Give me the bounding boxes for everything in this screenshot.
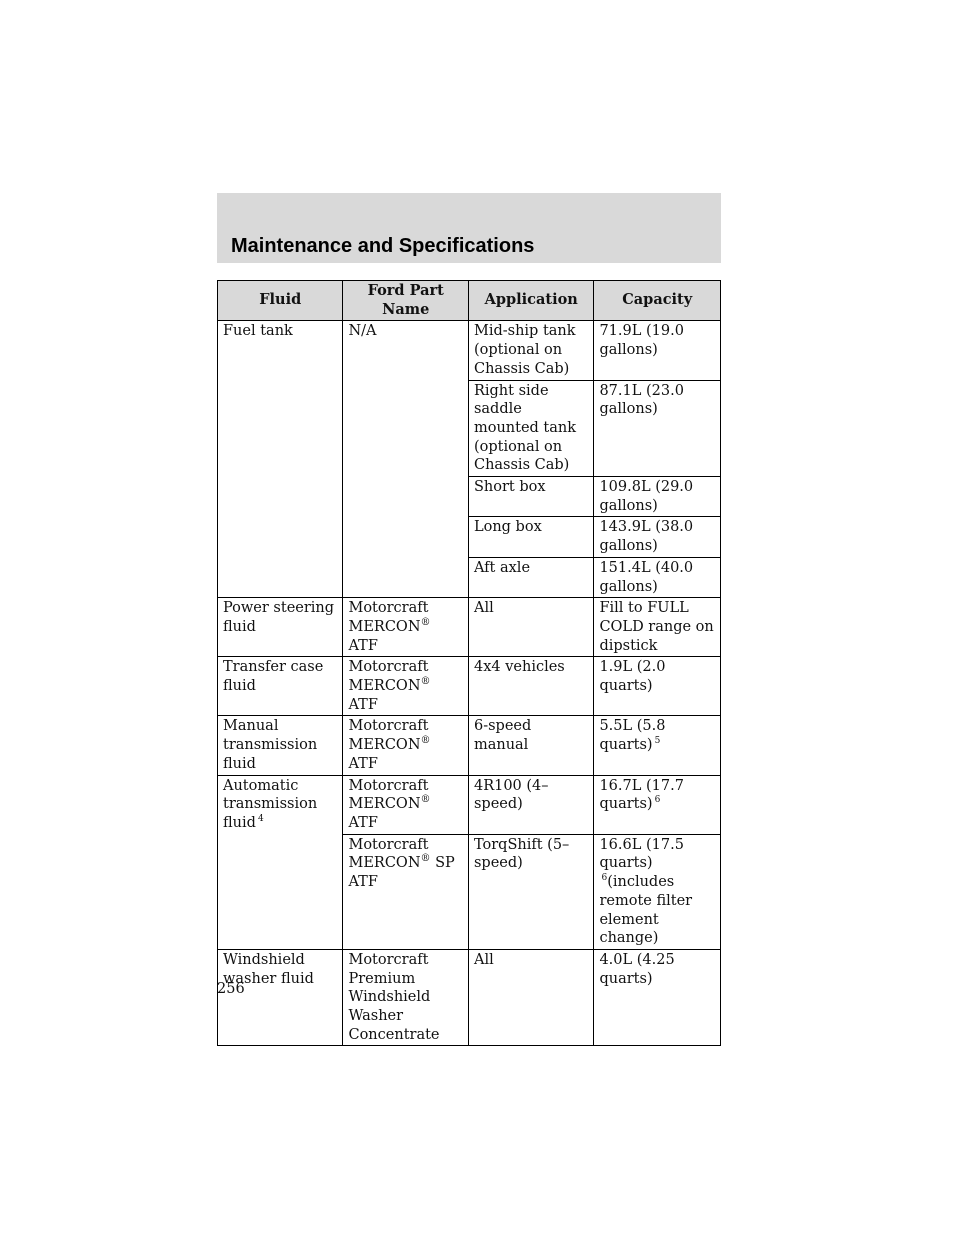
footnote-mark: 6 [601, 873, 608, 884]
capacity-cell [594, 775, 721, 834]
part-name-text: Motorcraft MERCON [348, 659, 429, 695]
registered-mark: ® [420, 853, 431, 865]
fluid-cell: Manual transmission fluid [218, 716, 343, 775]
capacity-cell: 1.9L (2.0 quarts) [594, 657, 721, 716]
part-name-cell [343, 775, 468, 834]
capacity-cell: 4.0L (4.25 quarts) [594, 949, 721, 1046]
part-name-text: Motorcraft MERCON [348, 777, 429, 813]
capacity-text: 16.6L (17.5 quarts) [599, 836, 684, 872]
application-cell: All [468, 949, 593, 1046]
table-row [218, 775, 721, 834]
fluid-text: Automatic transmission fluid [223, 777, 318, 831]
part-name-cell [343, 657, 468, 716]
section-header [217, 193, 721, 263]
capacity-cell: 87.1L (23.0 gallons) [594, 380, 721, 477]
capacity-cell: Fill to FULL COLD range on dipstick [594, 598, 721, 657]
part-name-text: Motorcraft MERCON [348, 600, 429, 635]
application-cell: Long box [468, 517, 593, 557]
page-number: 256 [217, 981, 245, 997]
fluid-cell: Fuel tank [218, 321, 343, 598]
part-name-cell [343, 834, 468, 949]
registered-mark: ® [420, 794, 431, 806]
capacity-text: 5.5L (5.8 quarts) [599, 718, 666, 754]
fluid-capacity-table [217, 280, 721, 1046]
footnote-mark: 4 [257, 814, 264, 825]
part-name-cell [343, 598, 468, 657]
part-name-text: Motorcraft MERCON [348, 718, 429, 754]
part-name-cell: N/A [343, 321, 468, 598]
application-cell: 4x4 vehicles [468, 657, 593, 716]
capacity-cell: 151.4L (40.0 gallons) [594, 557, 721, 597]
registered-mark: ® [420, 676, 431, 688]
part-name-suffix: ATF [348, 755, 378, 772]
registered-mark: ® [420, 617, 431, 629]
application-cell: Aft axle [468, 557, 593, 597]
page-title: Maintenance and Specifications [231, 235, 535, 257]
application-cell: 4R100 (4–speed) [468, 775, 593, 834]
application-cell: All [468, 598, 593, 657]
application-cell: Short box [468, 477, 593, 517]
fluid-cell: Power steering fluid [218, 598, 343, 657]
part-name-suffix: ATF [348, 637, 378, 654]
part-name-suffix: ATF [348, 696, 378, 713]
table-row [218, 716, 721, 775]
column-header-application: Application [468, 281, 593, 321]
column-header-capacity: Capacity [594, 281, 721, 321]
table-header-row [218, 281, 721, 321]
part-name-suffix: ATF [348, 814, 378, 831]
capacity-cell [594, 716, 721, 775]
table-row [218, 598, 721, 657]
capacity-text: 16.7L (17.7 quarts) [599, 777, 684, 813]
capacity-cell [594, 834, 721, 949]
footnote-mark: 6 [654, 795, 661, 806]
application-cell: Mid-ship tank (optional on Chassis Cab) [468, 321, 593, 380]
fluid-cell: Transfer case fluid [218, 657, 343, 716]
fluid-cell [218, 775, 343, 949]
capacity-cell: 71.9L (19.0 gallons) [594, 321, 721, 380]
table-row [218, 657, 721, 716]
capacity-note-text: (includes remote filter element change) [599, 874, 693, 947]
part-name-text: Motorcraft MERCON [348, 836, 429, 872]
capacity-cell: 143.9L (38.0 gallons) [594, 517, 721, 557]
application-cell: TorqShift (5–speed) [468, 834, 593, 949]
part-name-suffix: SP ATF [348, 855, 455, 891]
application-cell: 6-speed manual [468, 716, 593, 775]
footnote-mark: 5 [654, 736, 661, 747]
column-header-fluid: Fluid [218, 281, 343, 321]
table-row [218, 321, 721, 380]
fluid-cell: Windshield washer fluid [218, 949, 343, 1046]
part-name-cell [343, 716, 468, 775]
registered-mark: ® [420, 735, 431, 747]
capacity-cell: 109.8L (29.0 gallons) [594, 477, 721, 517]
column-header-part-name: Ford Part Name [343, 281, 468, 321]
part-name-cell: Motorcraft Premium Windshield Washer Concentrate [343, 949, 468, 1046]
table-row [218, 949, 721, 1046]
application-cell: Right side saddle mounted tank (optional on Chassis Cab) [468, 380, 593, 477]
